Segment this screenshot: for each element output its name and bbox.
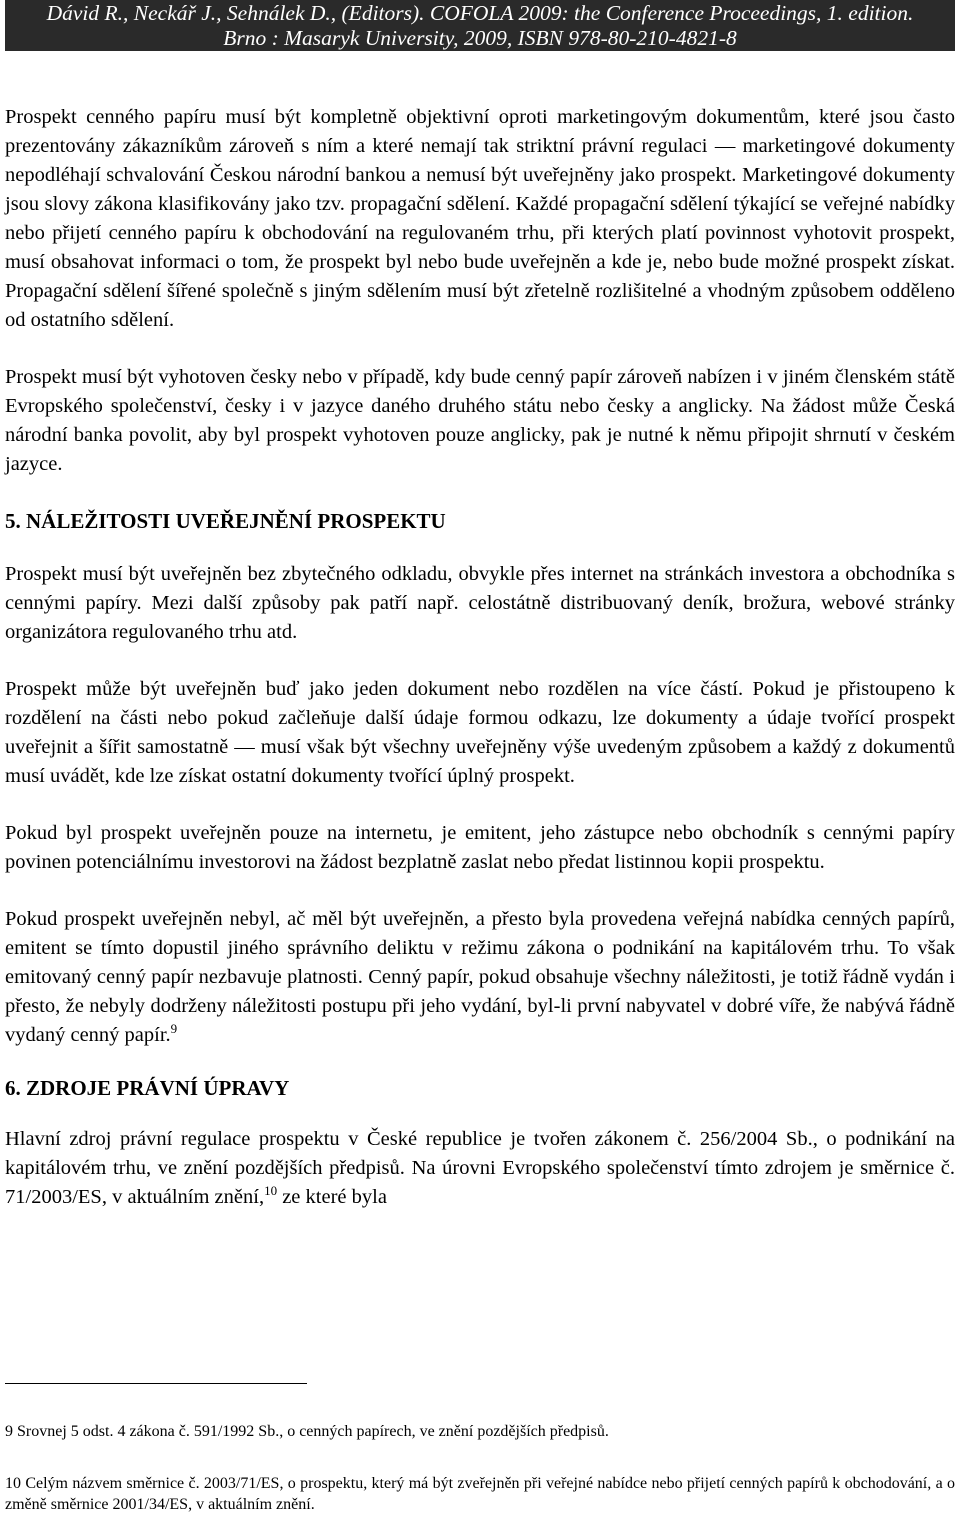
footnote-ref-9[interactable]: 9 xyxy=(170,1021,178,1037)
footnote-10: 10 Celým názvem směrnice č. 2003/71/ES, o prospektu, který má být zveřejněn při veřejné nabídce nebo přijetí cenných papírů k obchodování, a o změně směrnice 2001/34/ES, v aktuálním znění. xyxy=(5,1475,955,1513)
paragraph-unpublished-prospectus-text: Pokud prospekt uveřejněn nebyl, ač měl být uveřejněn, a přesto byla provedena veřejná nabídka cenných papírů, emitent se tímto dopustil jiného správního deliktu v režimu zákona o podnikání na kapitálovém trhu. To však emitovaný cenný papír nezbavuje platnosti. Cenný papír, pokud obsahuje všechny náležitosti, je totiž řádně vydán i přesto, že nebyly dodrženy náležitosti postupu při jeho vydání, byl-li první nabyvatel v dobré víře, že nabývá řádně vydaný cenný papír. xyxy=(5,908,955,1046)
running-head xyxy=(5,0,955,51)
paragraph-publication-channels: Prospekt musí být uveřejněn bez zbytečného odkladu, obvykle přes internet na stránkách investora a obchodníka s cennými papíry. Mezi další způsoby pak patří např. celostátně distribuovaný deník, brožura, webové stránky organizátora regulovaného trhu atd. xyxy=(5,563,955,643)
paragraph-legal-sources-continuation: ze které byla xyxy=(277,1186,387,1208)
footnote-separator xyxy=(5,1383,307,1384)
paragraph-legal-sources xyxy=(5,1125,955,1212)
footnote-ref-10[interactable]: 10 xyxy=(264,1183,278,1199)
paragraph-marketing-documents: Prospekt cenného papíru musí být kompletně objektivní oproti marketingovým dokumentům, které jsou často prezentovány zákazníkům zároveň s ním a které nemají tak striktní právní regulaci — marketingové dokumenty nepodléhají schvalování Českou národní bankou a nemusí být uveřejněny jako prospekt. Marketingové dokumenty jsou slovy zákona klasifikovány jako tzv. propagační sdělení. Každé propagační sdělení týkající se veřejné nabídky nebo přijetí cenného papíru k obchodování na regulovaném trhu, při kterých platí povinnost vyhotovit prospekt, musí obsahovat informaci o tom, že prospekt byl nebo bude uveřejněn a kde je, nebo bude možné prospekt získat. Propagační sdělení šířené společně s jiným sdělením musí být zřetelně rozlišitelné a vhodným způsobem odděleno od ostatního sdělení. xyxy=(5,106,955,331)
section-heading-5: 5. NÁLEŽITOSTI UVEŘEJNĚNÍ PROSPEKTU xyxy=(5,509,446,533)
footnote-9: 9 Srovnej 5 odst. 4 zákona č. 591/1992 Sb., o cenných papírech, ve znění pozdějších předpisů. xyxy=(5,1423,609,1440)
paragraph-internet-publication: Pokud byl prospekt uveřejněn pouze na internetu, je emitent, jeho zástupce nebo obchodník s cennými papíry povinen potenciálnímu investorovi na žádost bezplatně zaslat nebo předat listinnou kopii prospektu. xyxy=(5,822,955,873)
section-heading-6: 6. ZDROJE PRÁVNÍ ÚPRAVY xyxy=(5,1076,290,1100)
paragraph-unpublished-prospectus xyxy=(5,905,955,1050)
running-head-line-1: Dávid R., Neckář J., Sehnálek D., (Editors). COFOLA 2009: the Conference Proceedings, 1. edition. xyxy=(46,1,914,25)
running-head-line-2: Brno : Masaryk University, 2009, ISBN 978-80-210-4821-8 xyxy=(223,26,737,50)
paragraph-language: Prospekt musí být vyhotoven česky nebo v případě, kdy bude cenný papír zároveň nabízen i v jiném členském státě Evropského společenství, česky i v jazyce daného druhého státu nebo česky a anglicky. Na žádost může Česká národní banka povolit, aby byl prospekt vyhotoven pouze anglicky, pak je nutné k němu připojit shrnutí v českém jazyce. xyxy=(5,366,955,475)
paragraph-legal-sources-text: Hlavní zdroj právní regulace prospektu v České republice je tvořen zákonem č. 256/2004 Sb., o podnikání na kapitálovém trhu, ve znění pozdějších předpisů. Na úrovni Evropského společenství tímto zdrojem je směrnice č. 71/2003/ES, v aktuálním znění, xyxy=(5,1128,955,1208)
paragraph-document-parts: Prospekt může být uveřejněn buď jako jeden dokument nebo rozdělen na více částí. Pokud je přistoupeno k rozdělení na části nebo pokud začleňuje další údaje formou odkazu, lze dokumenty a údaje tvořící prospekt uveřejnit a šířit samostatně — musí však být všechny uveřejněny výše uvedeným způsobem a každý z dokumentů musí uvádět, kde lze získat ostatní dokumenty tvořící úplný prospekt. xyxy=(5,678,955,787)
